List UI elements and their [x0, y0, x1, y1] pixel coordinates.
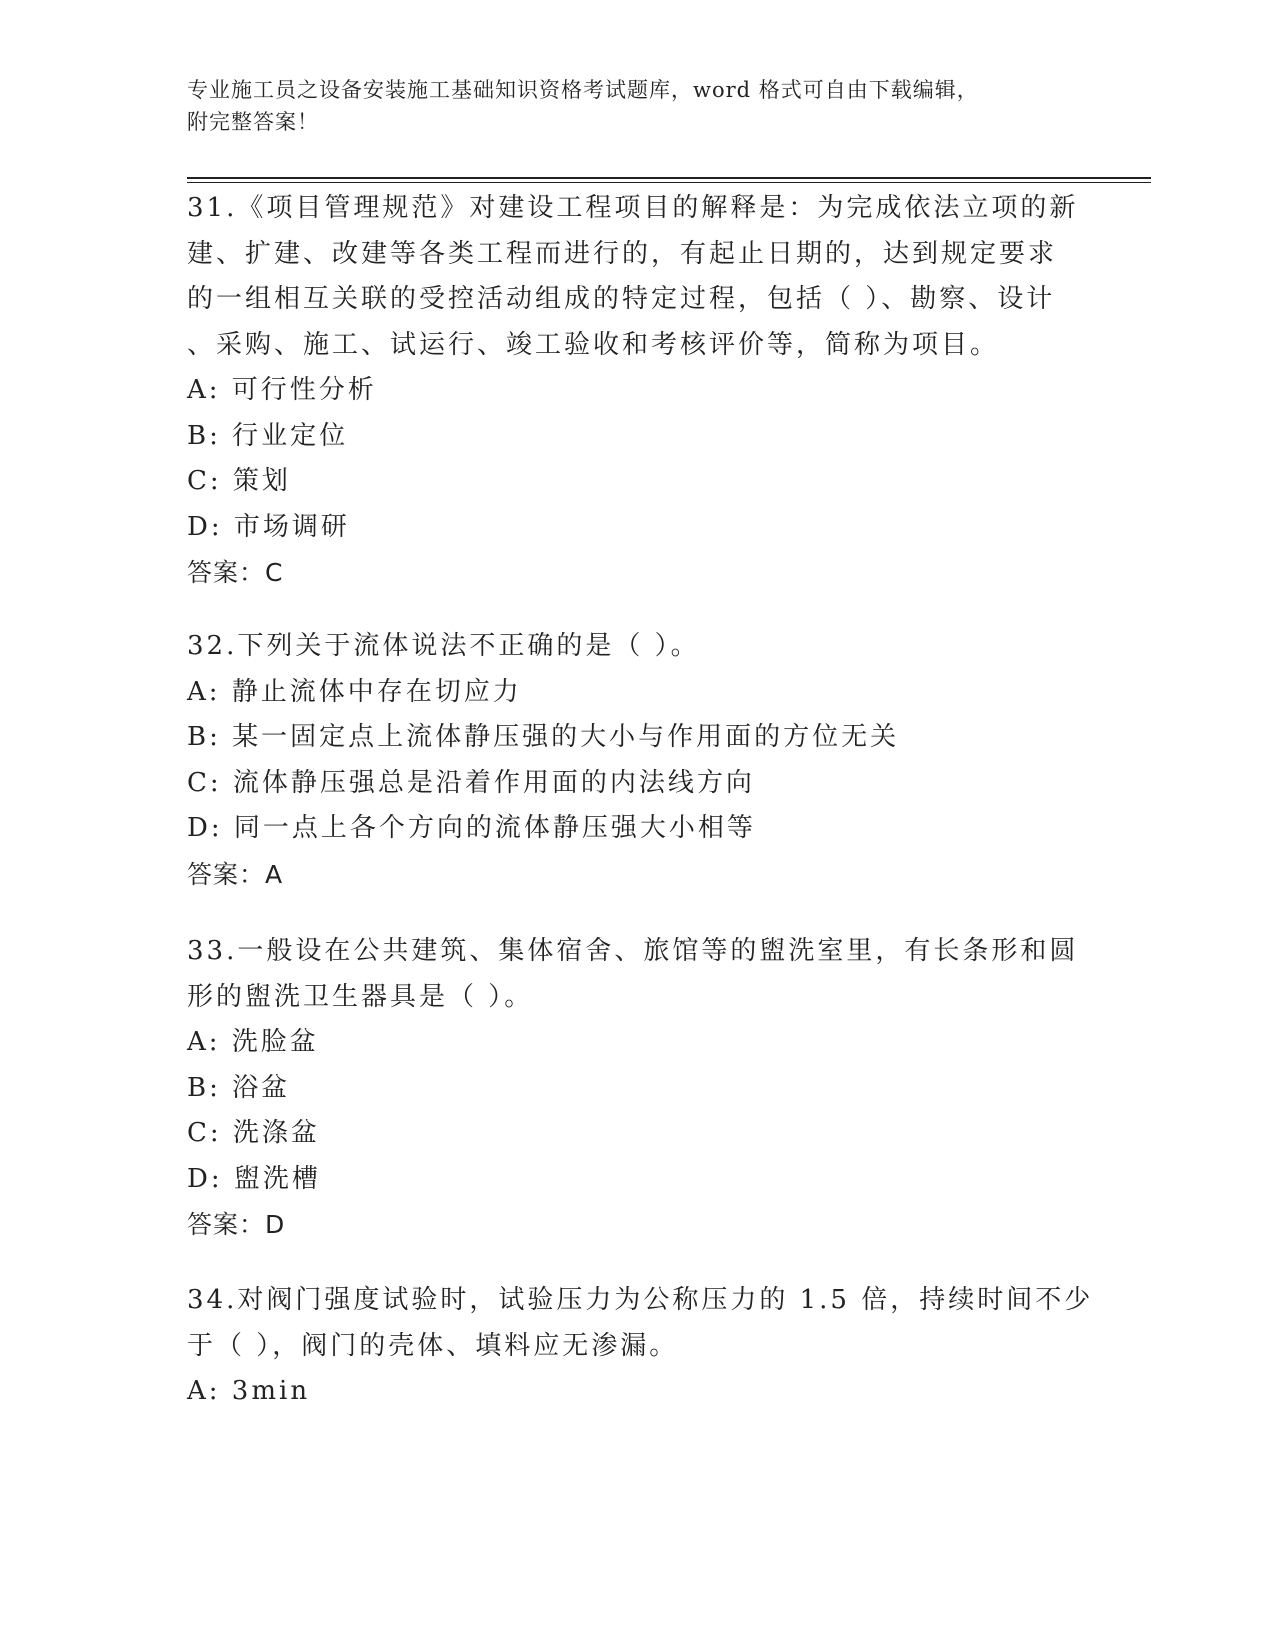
option-b: B: 行业定位: [187, 420, 349, 451]
option-b: B: 浴盆: [187, 1072, 291, 1103]
question-34: [187, 1278, 1094, 1415]
option-c: C: 洗涤盆: [187, 1118, 320, 1148]
option-b: B: 某一固定点上流体静压强的大小与作用面的方位无关: [187, 722, 900, 752]
header-divider-thin: [187, 182, 1151, 183]
option-d: D: 同一点上各个方向的流体静压强大小相等: [187, 813, 756, 843]
question-33: [187, 929, 1087, 1248]
answer-line: 答案：D: [187, 1210, 286, 1239]
question-31: [187, 186, 1087, 596]
option-a: A: 可行性分析: [187, 375, 377, 405]
question-text-line: 31.《项目管理规范》对建设工程项目的解释是：为完成依法立项的新: [187, 193, 1079, 223]
question-32: [187, 624, 1087, 898]
option-a: A: 洗脸盆: [187, 1027, 319, 1057]
answer-line: 答案：A: [187, 859, 284, 889]
question-text-line: 33.一般设在公共建筑、集体宿舍、旅馆等的盥洗室里，有长条形和圆: [187, 936, 1079, 966]
option-d: D: 盥洗槽: [187, 1163, 321, 1194]
question-text-line: 34.对阀门强度试验时，试验压力为公称压力的 1.5 倍，持续时间不少: [187, 1285, 1094, 1315]
option-a: A: 3min: [187, 1376, 311, 1406]
question-text-line: 于（ ），阀门的壳体、填料应无渗漏。: [187, 1330, 679, 1361]
header-divider-thick: [187, 177, 1151, 179]
header-line-2: 附完整答案！: [187, 110, 319, 134]
option-c: C: 策划: [187, 466, 291, 496]
question-text-line: 的一组相互关联的受控活动组成的特定过程，包括（ ）、勘察、设计: [187, 284, 1056, 314]
header-line-1: 专业施工员之设备安装施工基础知识资格考试题库，word 格式可自由下载编辑，: [187, 78, 979, 102]
page-header: [187, 74, 1087, 138]
option-a: A: 静止流体中存在切应力: [187, 676, 522, 707]
option-d: D: 市场调研: [187, 511, 350, 542]
question-text-line: 形的盥洗卫生器具是（ ）。: [187, 981, 534, 1012]
answer-line: 答案：C: [187, 558, 284, 587]
question-text-line: 32.下列关于流体说法不正确的是（ ）。: [187, 631, 700, 661]
option-c: C: 流体静压强总是沿着作用面的内法线方向: [187, 767, 755, 798]
question-text-line: 建、扩建、改建等各类工程而进行的，有起止日期的，达到规定要求: [187, 238, 1058, 269]
question-text-line: 、采购、施工、试运行、竣工验收和考核评价等，简称为项目。: [187, 329, 1000, 360]
